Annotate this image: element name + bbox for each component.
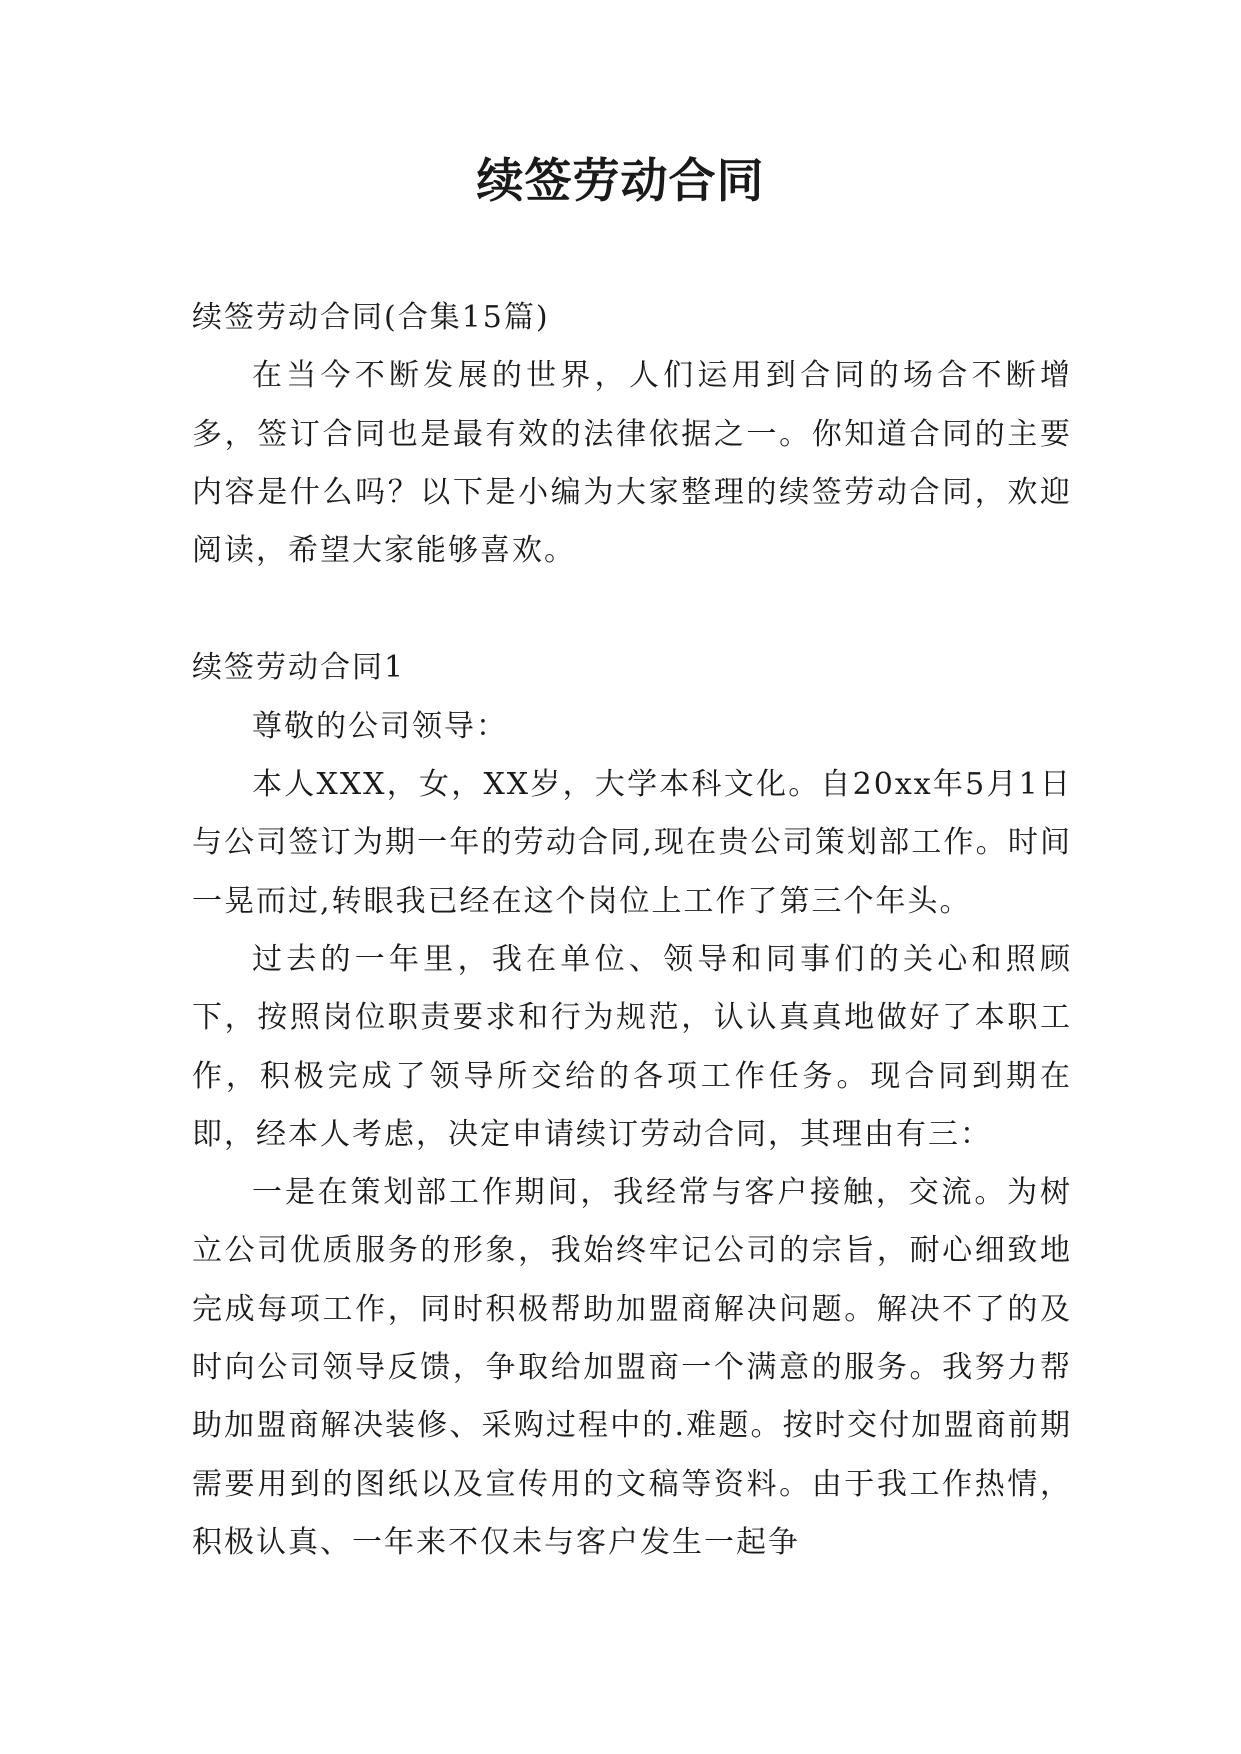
section-heading: 续签劳动合同1 (192, 650, 406, 686)
intro-paragraph: 在当今不断发展的世界，人们运用到合同的场合不断增多，签订合同也是最有效的法律依据之一。你知道合同的主要内容是什么吗？以下是小编为大家整理的续签劳动合同，欢迎阅读，希望大家能够喜欢。 (192, 358, 1072, 569)
document-body (192, 289, 1072, 1572)
collection-subtitle: 续签劳动合同(合集15篇) (192, 300, 550, 335)
salutation: 尊敬的公司领导： (252, 708, 508, 744)
body-paragraph: 一是在策划部工作期间，我经常与客户接触，交流。为树立公司优质服务的形象，我始终牢记公司的宗旨，耐心细致地完成每项工作，同时积极帮助加盟商解决问题。解决不了的及时向公司领导反馈，争取给加盟商一个满意的服务。我努力帮助加盟商解决装修、采购过程中的.难题。按时交付加盟商前期需要用到的图纸以及宣传用的文稿等资料。由于我工作热情，积极认真、一年来不仅未与客户发生一起争 (192, 1175, 1072, 1560)
section-spacer (192, 580, 1072, 639)
document-title: 续签劳动合同 (476, 154, 765, 209)
body-paragraph: 本人XXX，女，XX岁，大学本科文化。自20xx年5月1日与公司签订为期一年的劳动合同,现在贵公司策划部工作。时间一晃而过,转眼我已经在这个岗位上工作了第三个年头。 (192, 767, 1072, 919)
body-paragraph: 过去的一年里，我在单位、领导和同事们的关心和照顾下，按照岗位职责要求和行为规范，认认真真地做好了本职工作，积极完成了领导所交给的各项工作任务。现合同到期在即，经本人考虑，决定申请续订劳动合同，其理由有三： (192, 941, 1072, 1152)
